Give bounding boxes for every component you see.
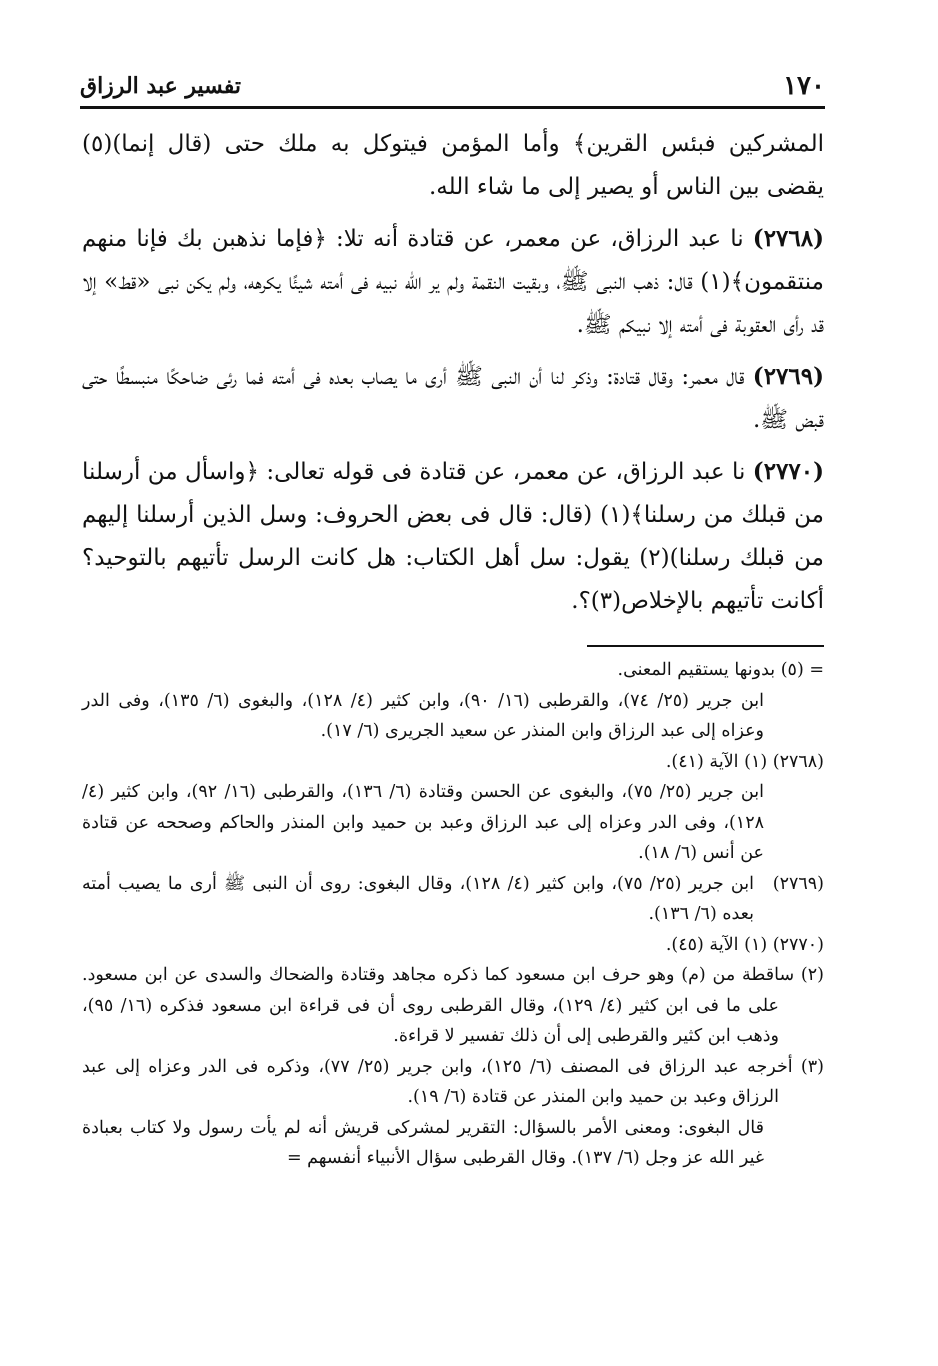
hadith-number: (٢٧٦٨) [752,225,824,252]
main-text [82,122,824,631]
footnote: (٢٧٦٨) (١) الآية (٤١). [665,751,824,772]
hadith-number: (٢٧٧٠) [752,458,824,485]
footnote: (٢) ساقطة من (م) وهو حرف ابن مسعود كما ذكره مجاهد وقتادة والضحاك والسدى عن ابن مسعود. على ما فى ابن كثير (٤/ ١٢٩)، وقال القرطبى روى أن فى قراءة ابن مسعود فذكره (١٦/ ٩٥)، وذهب ابن كثير والقرطبى إلى أن ذلك تفسير لا قراءة. [82,965,824,1046]
paragraph-text: نا عبد الرزاق، عن معمر، عن قتادة أنه تلا: ﴿فإما نذهبن بك فإنا منهم منتقمون﴾(١) قال: ذهب النبى ﷺ، وبقيت النقمة ولم ير الله نبيه فى أمته شيئًا يكرهه، ولم يكن نبى «قط» إلا قد رأى العقوبة فى أمته إلا نبيكم ﷺ. [82,226,824,338]
hadith-number: (٢٧٦٩) [752,363,824,390]
header-rule [80,106,825,109]
page-number: ١٧٠ [783,71,825,101]
page-header [80,72,825,100]
footnote-text: ابن جرير (٢٥/ ٧٥)، وابن كثير (٤/ ١٢٨)، وقال البغوى: روى أن النبى ﷺ أرى ما يصيب أمته بعده (٦/ ١٣٦). [82,873,754,924]
paragraph-text: قال معمر: وقال قتادة: وذكر لنا أن النبى ﷺ أرى ما يصاب بعده فى أمته فما رئى ضاحكًا منبسطًا حتى قبض ﷺ. [82,364,824,433]
paragraph-text: المشركين فبئس القرين﴾ وأما المؤمن فيتوكل به ملك حتى (قال إنما)(٥) يقضى بين الناس أو يصير إلى ما شاء الله. [82,131,824,200]
footnotes [82,655,824,1174]
footnote: (٣) أخرجه عبد الرزاق فى المصنف (٦/ ١٢٥)، وابن جرير (٢٥/ ٧٧)، وذكره فى الدر وعزاه إلى عبد الرزاق وعبد بن حميد وابن المنذر عن قتادة (٦/ ١٩). [82,1056,824,1107]
footnote [82,869,824,930]
footnote: ابن جرير (٢٥/ ٧٤)، والقرطبى (١٦/ ٩٠)، وابن كثير (٤/ ١٢٨)، والبغوى (٦/ ١٣٥)، وفى الدر وعزاه إلى عبد الرزاق وابن المنذر عن سعيد الجريرى (٦/ ١٧). [82,690,764,741]
footnote: قال البغوى: ومعنى الأمر بالسؤال: التقرير لمشركى قريش أنه لم يأت رسول ولا كتاب بعبادة غير الله عز وجل (٦/ ١٣٧). وقال القرطبى سؤال الأنبياء أنفسهم = [82,1117,764,1168]
paragraph [82,450,824,623]
paragraph-text: نا عبد الرزاق، عن معمر، عن قتادة فى قوله تعالى: ﴿واسأل من أرسلنا من قبلك من رسلنا﴾(١) (قال: قال فى بعض الحروف: وسل الذين أرسلنا إليهم من قبلك رسلنا)(٢) يقول: سل أهل الكتاب: هل كانت الرسل تأتيهم بالتوحيد؟ أكانت تأتيهم بالإخلاص(٣)؟. [82,459,824,614]
paragraph [82,122,824,209]
footnote: = (٥) بدونها يستقيم المعنى. [617,660,824,680]
paragraph [82,355,824,442]
footnote: ابن جرير (٢٥/ ٧٥)، والبغوى عن الحسن وقتادة (٦/ ١٣٦)، والقرطبى (١٦/ ٩٢)، وابن كثير (٤/ ١٢٨)، وفى الدر وعزاه إلى عبد الرزاق وعبد بن حميد وابن المنذر والحاكم وصححه عن قتادة عن أنس (٦/ ١٨). [82,782,764,863]
footnote: (٢٧٧٠) (١) الآية (٤٥). [665,934,824,955]
paragraph [82,217,824,347]
running-title: تفسير عبد الرزاق [80,73,242,99]
footnote-number: (٢٧٦٩) [772,873,824,894]
footnote-separator [587,645,824,647]
